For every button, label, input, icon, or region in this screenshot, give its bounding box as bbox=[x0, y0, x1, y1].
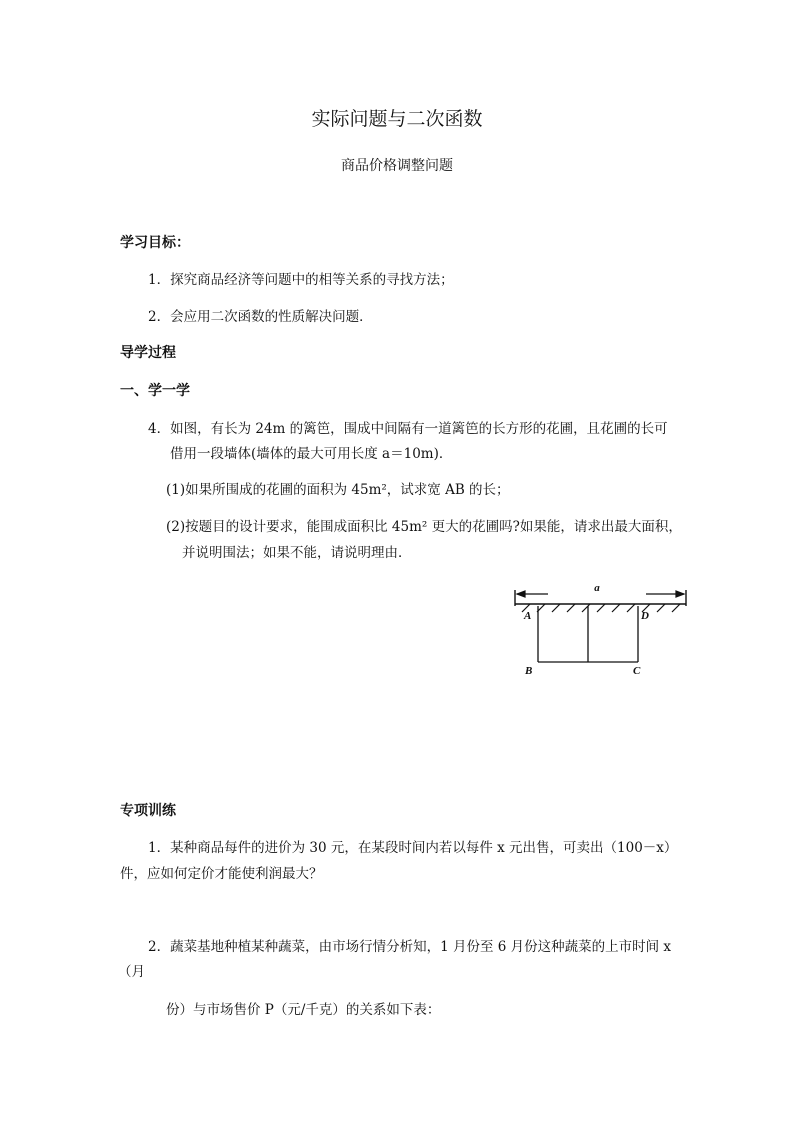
page-title: 实际问题与二次函数 bbox=[311, 108, 483, 130]
objective-item-2: 2．会应用二次函数的性质解决问题． bbox=[148, 309, 373, 325]
problem-2-line-3: 份）与市场售价 P（元/千克）的关系如下表： bbox=[166, 1002, 441, 1018]
label-C: C bbox=[633, 665, 641, 677]
objectives-heading: 学习目标： bbox=[120, 235, 190, 251]
wall bbox=[515, 590, 686, 612]
question-4-line-1: 4．如图，有长为 24m 的篱笆，围成中间隔有一道篱笆的长方形的花圃，且花圃的长可 bbox=[148, 421, 668, 437]
section-heading-learn: 一、学一学 bbox=[120, 383, 190, 399]
problem-2-line-2: （月 bbox=[118, 964, 145, 980]
label-a: a bbox=[594, 582, 600, 594]
label-D: D bbox=[641, 610, 649, 622]
question-4-part-2-line-1: (2)按题目的设计要求，能围成面积比 45m² 更大的花圃吗?如果能，请求出最大面积， bbox=[166, 519, 682, 535]
label-A: A bbox=[524, 610, 532, 622]
wall-hatching bbox=[522, 604, 680, 612]
training-heading: 专项训练 bbox=[120, 803, 176, 819]
garden-fence bbox=[538, 606, 638, 662]
question-4-part-1: (1)如果所围成的花圃的面积为 45m²，试求宽 AB 的长； bbox=[166, 482, 510, 498]
garden-diagram bbox=[508, 578, 694, 682]
label-B: B bbox=[525, 665, 533, 677]
question-4-line-2: 借用一段墙体(墙体的最大可用长度 a＝10m)． bbox=[170, 446, 453, 462]
length-arrow-a bbox=[517, 591, 684, 597]
objective-item-1: 1．探究商品经济等问题中的相等关系的寻找方法； bbox=[148, 272, 454, 288]
arrow-right-head bbox=[676, 591, 684, 597]
problem-2-line-1: 2．蔬菜基地种植某种蔬菜，由市场行情分析知，1 月份至 6 月份这种蔬菜的上市时间 x bbox=[148, 939, 672, 955]
page-subtitle: 商品价格调整问题 bbox=[341, 158, 453, 174]
problem-1-line-2: 件，应如何定价才能使利润最大？ bbox=[120, 866, 323, 882]
question-4-part-2-line-2: 并说明围法；如果不能，请说明理由． bbox=[182, 545, 412, 561]
process-heading: 导学过程 bbox=[120, 345, 176, 361]
arrow-left-head bbox=[517, 591, 525, 597]
problem-1-line-1: 1．某种商品每件的进价为 30 元，在某段时间内若以每件 x 元出售，可卖出（100－x） bbox=[148, 840, 678, 856]
